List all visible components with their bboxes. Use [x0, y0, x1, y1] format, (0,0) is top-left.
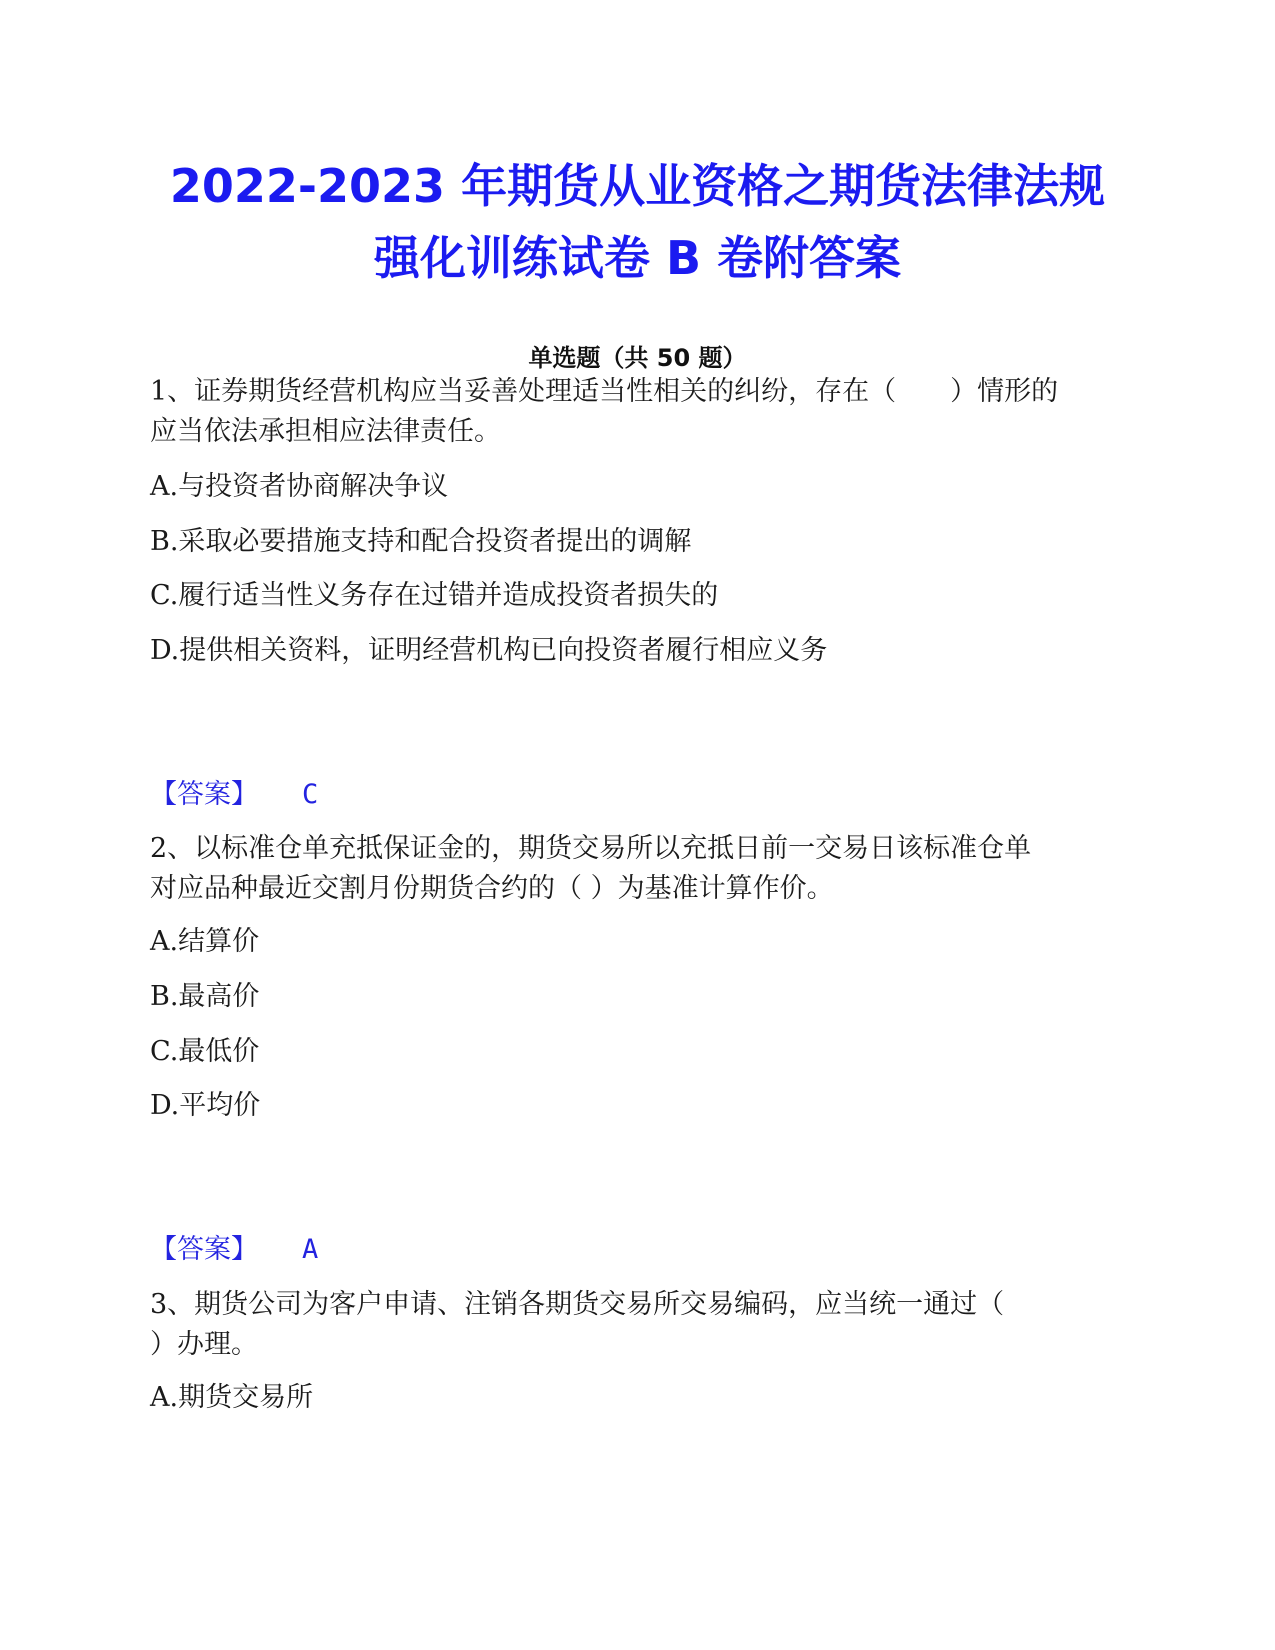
- answer-label: 【答案】: [150, 1234, 258, 1265]
- answer-label: 【答案】: [150, 779, 258, 810]
- document-title-line-1: 2022-2023 年期货从业资格之期货法律法规: [169, 159, 1106, 213]
- question-2-option-a: A.结算价: [150, 926, 260, 957]
- question-3-stem-line-2: ）办理。: [150, 1329, 258, 1360]
- question-1-option-b: B.采取必要措施支持和配合投资者提出的调解: [150, 526, 692, 557]
- question-2-option-c: C.最低价: [150, 1036, 260, 1067]
- question-1-stem-line-2: 应当依法承担相应法律责任。: [150, 416, 501, 447]
- question-3-option-a: A.期货交易所: [150, 1382, 314, 1413]
- question-1-option-a: A.与投资者协商解决争议: [150, 471, 449, 502]
- answer-value: C: [302, 779, 319, 810]
- question-2-stem-line-1: 2、以标准仓单充抵保证金的，期货交易所以充抵日前一交易日该标准仓单: [150, 833, 1032, 864]
- question-2-option-d: D.平均价: [150, 1090, 261, 1121]
- question-2-option-b: B.最高价: [150, 981, 260, 1012]
- question-1-option-c: C.履行适当性义务存在过错并造成投资者损失的: [150, 580, 719, 611]
- question-2-stem-line-2: 对应品种最近交割月份期货合约的（ ）为基准计算作价。: [150, 873, 834, 904]
- question-1-stem-line-1: 1、证券期货经营机构应当妥善处理适当性相关的纠纷，存在（ ）情形的: [150, 376, 1059, 407]
- question-2-answer: [150, 1230, 318, 1270]
- section-heading: 单选题（共 50 题）: [528, 344, 747, 372]
- question-1-option-d: D.提供相关资料，证明经营机构已向投资者履行相应义务: [150, 635, 828, 666]
- question-3-stem-line-1: 3、期货公司为客户申请、注销各期货交易所交易编码，应当统一通过（: [150, 1289, 1005, 1320]
- question-1-answer: [150, 775, 318, 815]
- document-title-line-2: 强化训练试卷 B 卷附答案: [373, 231, 902, 285]
- answer-value: A: [302, 1234, 319, 1265]
